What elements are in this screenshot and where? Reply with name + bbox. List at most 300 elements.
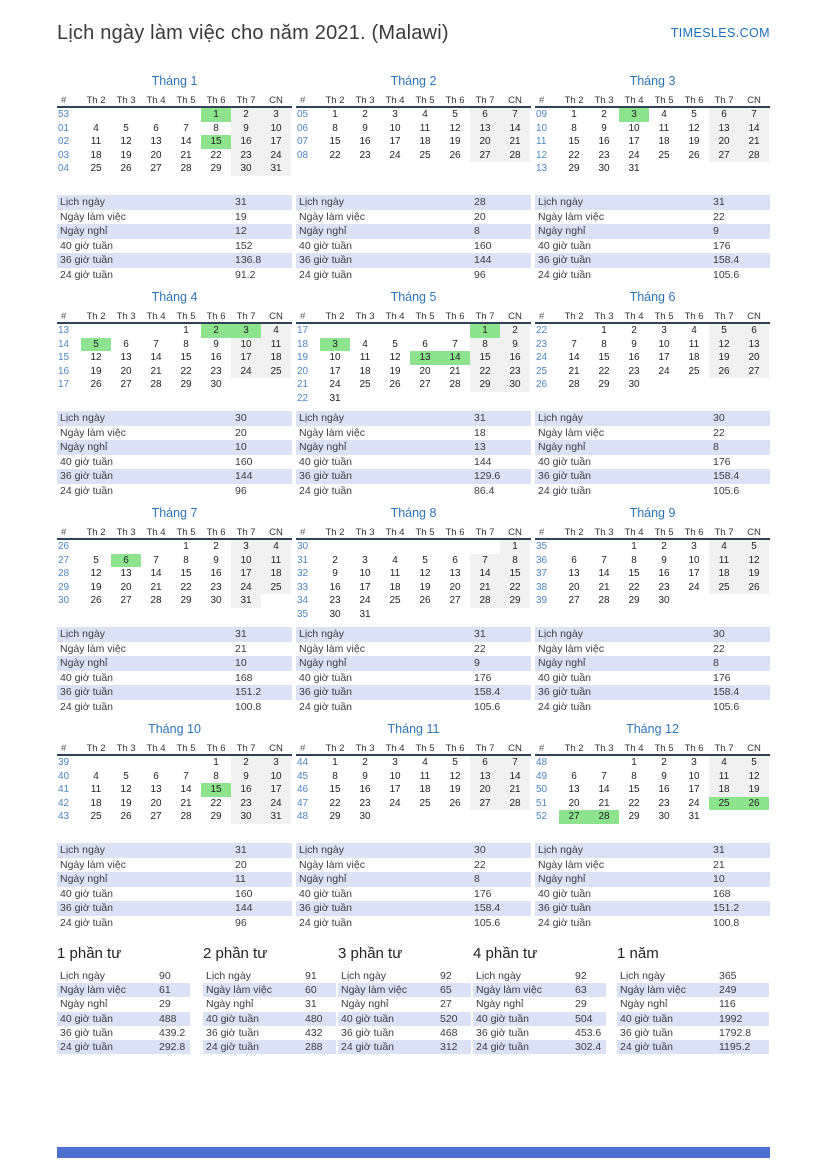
week-number: 18 (297, 338, 309, 350)
stat-row (57, 916, 292, 931)
day-cell: 4 (661, 109, 667, 120)
day-header: CN (269, 310, 283, 322)
day-cell: 24 (261, 149, 291, 163)
calendar-week-row (535, 540, 770, 554)
week-number: 01 (58, 122, 70, 134)
summary-stat-value: 302.4 (575, 1041, 602, 1054)
summary-stat-row (473, 997, 606, 1011)
day-cell: 8 (213, 770, 219, 782)
day-cell: 24 (688, 581, 700, 593)
summary-stat-row (617, 1040, 769, 1054)
day-cell: 21 (568, 365, 580, 377)
stat-label: Ngày làm việc (60, 210, 126, 223)
stat-row (296, 239, 531, 254)
week-number: 48 (536, 757, 548, 769)
day-cell: 27 (120, 379, 132, 390)
month-stats (535, 411, 770, 498)
stat-value: 105.6 (713, 700, 740, 713)
empty-day-cell (709, 378, 739, 392)
stat-value: 105.6 (713, 268, 740, 281)
calendar-week-row (57, 797, 292, 811)
week-number: 40 (58, 770, 70, 782)
stat-label: 24 giờ tuần (60, 916, 114, 929)
day-header: CN (269, 526, 283, 538)
week-number: 33 (297, 581, 309, 593)
month-block (296, 504, 531, 720)
day-cell: 29 (180, 379, 192, 390)
day-cell: 2 (601, 109, 607, 120)
month-block (296, 720, 531, 936)
week-number: 35 (297, 608, 309, 620)
summary-stat-value: 92 (440, 970, 452, 983)
day-cell: 14 (598, 784, 610, 795)
summary-stat-value: 468 (440, 1026, 458, 1039)
calendar-week-row (57, 149, 292, 163)
stat-row (296, 455, 531, 470)
day-cell: 19 (419, 581, 431, 593)
summary-stat-label: 24 giờ tuần (476, 1041, 530, 1054)
month-block (296, 72, 531, 288)
empty-day-cell (470, 608, 500, 622)
summary-stat-row (203, 1012, 336, 1026)
stat-value: 22 (474, 642, 486, 655)
stat-row (535, 440, 770, 455)
site-link[interactable]: TIMESLES.COM (670, 26, 770, 40)
stat-label: 40 giờ tuần (299, 455, 353, 468)
day-header: Th 7 (714, 94, 734, 106)
day-cell: 7 (153, 554, 159, 566)
stat-value: 158.4 (713, 254, 740, 267)
summary-stat-row (617, 969, 769, 983)
day-cell: 18 (688, 352, 700, 363)
day-cell: 21 (598, 797, 610, 809)
day-cell: 4 (422, 757, 428, 768)
summary-stat-row (338, 1012, 471, 1026)
summary-stat-row (338, 1040, 471, 1054)
day-cell: 25 (688, 365, 700, 377)
day-cell: 12 (739, 770, 769, 784)
stat-value: 96 (235, 484, 247, 497)
stat-value: 30 (713, 628, 725, 641)
stat-row (57, 671, 292, 686)
week-number: 30 (297, 541, 309, 553)
day-header: CN (747, 94, 761, 106)
week-number: 14 (58, 338, 70, 350)
stat-value: 105.6 (474, 700, 501, 713)
stat-row (535, 916, 770, 931)
day-cell: 23 (329, 595, 341, 606)
calendar-header-row (57, 526, 292, 540)
day-cell: 8 (183, 554, 189, 566)
stat-row (535, 901, 770, 916)
week-number: 29 (58, 581, 70, 593)
day-header: Th 3 (116, 94, 136, 106)
week-number: 44 (297, 757, 309, 769)
calendar-week-row (296, 608, 531, 622)
day-header: Th 6 (684, 526, 704, 538)
day-header: Th 5 (654, 742, 674, 754)
stat-value: 129.6 (474, 470, 501, 483)
calendar-week-row (296, 783, 531, 797)
calendar-header-row (296, 94, 531, 108)
stat-label: Lịch ngày (538, 412, 583, 425)
day-cell: 21 (150, 365, 162, 377)
stat-value: 31 (713, 196, 725, 209)
day-header: Th 2 (325, 94, 345, 106)
day-cell: 24 (688, 797, 700, 809)
day-cell: 2 (362, 109, 368, 120)
day-cell: 19 (90, 365, 102, 377)
day-cell: 25 (419, 797, 431, 809)
summary-stat-value: 27 (440, 998, 452, 1011)
day-cell: 29 (568, 163, 580, 174)
day-header: Th 2 (86, 526, 106, 538)
day-header: Th 5 (654, 310, 674, 322)
day-cell-highlighted: 3 (320, 338, 350, 352)
day-cell: 30 (658, 595, 670, 606)
day-cell: 16 (210, 568, 222, 579)
stat-label: Ngày làm việc (538, 426, 604, 439)
summary-stat-label: 24 giờ tuần (620, 1041, 674, 1054)
day-cell: 11 (90, 784, 102, 795)
day-cell: 28 (739, 149, 769, 163)
day-cell: 25 (359, 379, 371, 390)
day-cell: 24 (389, 797, 401, 809)
stat-value: 152 (235, 239, 253, 252)
empty-day-cell (81, 540, 111, 554)
day-cell: 16 (658, 568, 670, 579)
day-header: Th 3 (594, 310, 614, 322)
calendar-week-row (296, 581, 531, 595)
stat-value: 22 (474, 858, 486, 871)
day-header: CN (269, 742, 283, 754)
day-header: Th 4 (146, 526, 166, 538)
summary-stat-label: Lịch ngày (620, 970, 665, 983)
stat-row (57, 224, 292, 239)
stat-value: 30 (474, 844, 486, 857)
day-header: Th 5 (176, 742, 196, 754)
stat-value: 10 (235, 657, 247, 670)
day-cell: 7 (470, 554, 500, 568)
empty-day-cell (350, 540, 380, 554)
day-cell: 24 (231, 365, 261, 379)
day-cell: 10 (231, 554, 261, 568)
day-cell: 15 (470, 351, 500, 365)
empty-day-cell (350, 392, 380, 406)
stat-row (296, 700, 531, 715)
day-cell: 18 (658, 136, 670, 147)
summary-stat-value: 1195.2 (719, 1041, 751, 1054)
stat-row (57, 210, 292, 225)
day-cell-highlighted: 13 (410, 351, 440, 365)
day-cell: 12 (709, 338, 739, 352)
day-cell: 17 (261, 783, 291, 797)
page-title: Lịch ngày làm việc cho năm 2021. (Malawi) (57, 22, 449, 44)
day-cell-highlighted: 28 (589, 810, 619, 824)
day-cell: 20 (709, 135, 739, 149)
day-cell: 21 (739, 135, 769, 149)
stat-value: 20 (235, 426, 247, 439)
day-cell: 15 (329, 136, 341, 147)
week-number: 22 (297, 392, 309, 404)
empty-day-cell (171, 756, 201, 770)
day-cell: 21 (500, 783, 530, 797)
stat-row (535, 642, 770, 657)
day-cell-highlighted: 3 (619, 108, 649, 122)
day-cell: 10 (628, 122, 640, 134)
calendar-week-row (296, 108, 531, 122)
week-number: 37 (536, 568, 548, 580)
stat-label: Ngày làm việc (60, 858, 126, 871)
empty-day-cell (380, 392, 410, 406)
week-number: 30 (58, 595, 70, 607)
day-cell: 21 (150, 581, 162, 593)
day-cell: 24 (658, 365, 670, 377)
stat-label: 36 giờ tuần (538, 254, 592, 267)
week-number: 39 (536, 595, 548, 607)
day-header: Th 5 (176, 310, 196, 322)
week-number: 49 (536, 770, 548, 782)
stat-row (296, 268, 531, 283)
calendar-week-row (535, 770, 770, 784)
day-cell: 12 (90, 352, 102, 363)
empty-day-cell (500, 608, 530, 622)
day-cell: 8 (631, 770, 637, 782)
day-cell: 30 (598, 163, 610, 174)
week-col-header: # (539, 526, 545, 538)
stat-label: Ngày làm việc (299, 858, 365, 871)
day-cell: 4 (709, 540, 739, 554)
empty-day-cell (171, 108, 201, 122)
stat-row (57, 901, 292, 916)
day-cell: 17 (329, 365, 341, 377)
day-cell: 7 (739, 108, 769, 122)
stat-label: 24 giờ tuần (299, 484, 353, 497)
stat-label: 40 giờ tuần (299, 887, 353, 900)
day-header: Th 2 (86, 310, 106, 322)
stat-value: 151.2 (713, 902, 740, 915)
summary-block (338, 946, 471, 1054)
day-cell: 19 (739, 567, 769, 581)
day-cell: 5 (739, 540, 769, 554)
empty-day-cell (589, 756, 619, 770)
stat-row (296, 872, 531, 887)
empty-day-cell (141, 756, 171, 770)
day-cell: 13 (470, 770, 500, 784)
summary-stat-value: 1992 (719, 1012, 743, 1025)
month-stats (57, 411, 292, 498)
stat-value: 31 (235, 196, 247, 209)
summary-stat-label: Ngày nghỉ (206, 998, 254, 1011)
summary-stat-value: 63 (575, 984, 587, 997)
stat-label: Ngày nghỉ (538, 441, 586, 454)
day-cell: 23 (628, 365, 640, 377)
stat-value: 8 (474, 873, 480, 886)
month-calendar (57, 94, 292, 176)
stat-label: 40 giờ tuần (299, 239, 353, 252)
day-cell: 10 (389, 770, 401, 782)
day-cell: 26 (739, 581, 769, 595)
day-header: Th 5 (654, 526, 674, 538)
stat-label: Ngày làm việc (299, 426, 365, 439)
stat-label: 36 giờ tuần (299, 902, 353, 915)
stat-label: 40 giờ tuần (299, 671, 353, 684)
empty-day-cell (500, 392, 530, 406)
summary-stat-row (57, 1012, 190, 1026)
stat-value: 158.4 (713, 686, 740, 699)
calendar-week-row (296, 365, 531, 379)
day-cell: 13 (709, 122, 739, 136)
day-cell: 23 (231, 797, 261, 811)
stat-row (57, 440, 292, 455)
stat-label: 36 giờ tuần (538, 686, 592, 699)
summary-stat-row (203, 969, 336, 983)
day-cell: 7 (500, 108, 530, 122)
calendar-header-row (535, 742, 770, 756)
day-cell: 22 (180, 365, 192, 377)
empty-day-cell (231, 378, 261, 392)
day-cell: 30 (628, 379, 640, 390)
stat-label: Ngày nghỉ (538, 873, 586, 886)
day-cell: 1 (332, 109, 338, 120)
stat-label: 36 giờ tuần (299, 686, 353, 699)
day-cell-highlighted: 27 (559, 810, 589, 824)
day-cell: 29 (500, 594, 530, 608)
empty-day-cell (589, 540, 619, 554)
week-col-header: # (61, 526, 67, 538)
stat-value: 20 (235, 858, 247, 871)
week-number: 21 (297, 379, 309, 391)
summary-stat-label: 40 giờ tuần (476, 1012, 530, 1025)
stat-value: 96 (235, 916, 247, 929)
day-header: Th 7 (236, 526, 256, 538)
stat-label: 24 giờ tuần (299, 268, 353, 281)
summary-stat-label: 36 giờ tuần (341, 1026, 395, 1039)
summary-stat-row (473, 969, 606, 983)
calendar-week-row (296, 378, 531, 392)
stat-row (57, 656, 292, 671)
day-cell: 8 (183, 338, 189, 350)
day-cell: 1 (183, 541, 189, 552)
day-cell: 11 (359, 352, 371, 363)
week-col-header: # (61, 742, 67, 754)
calendar-week-row (535, 378, 770, 392)
day-header: Th 6 (445, 94, 465, 106)
week-number: 22 (536, 325, 548, 337)
day-cell: 12 (449, 770, 461, 782)
day-cell: 25 (90, 811, 102, 822)
summary-block (57, 946, 190, 1054)
day-cell: 4 (93, 122, 99, 134)
day-cell-highlighted: 1 (201, 108, 231, 122)
day-cell: 9 (362, 122, 368, 134)
stat-label: 36 giờ tuần (538, 470, 592, 483)
stat-label: Ngày nghỉ (299, 873, 347, 886)
summary-stat-value: 488 (159, 1012, 177, 1025)
day-header: Th 4 (385, 94, 405, 106)
stat-row (296, 916, 531, 931)
day-cell: 24 (628, 149, 640, 161)
month-calendar (535, 310, 770, 392)
summary-stat-label: 40 giờ tuần (620, 1012, 674, 1025)
day-cell: 23 (500, 365, 530, 379)
day-cell: 19 (688, 136, 700, 147)
stat-value: 100.8 (235, 700, 262, 713)
day-header: Th 3 (594, 94, 614, 106)
empty-day-cell (380, 608, 410, 622)
empty-day-cell (81, 324, 111, 338)
day-cell: 2 (332, 554, 338, 566)
empty-day-cell (470, 540, 500, 554)
stat-label: Lịch ngày (299, 844, 344, 857)
day-cell: 24 (359, 595, 371, 606)
stat-label: 36 giờ tuần (538, 902, 592, 915)
day-cell: 29 (210, 811, 222, 822)
empty-day-cell (141, 324, 171, 338)
stat-row (296, 224, 531, 239)
day-cell: 1 (500, 540, 530, 554)
day-cell: 4 (422, 109, 428, 120)
calendar-header-row (296, 310, 531, 324)
day-cell: 22 (180, 581, 192, 593)
day-cell: 14 (739, 122, 769, 136)
day-cell: 3 (661, 325, 667, 336)
day-cell: 5 (123, 122, 129, 134)
day-header: Th 6 (445, 526, 465, 538)
summary-stat-value: 249 (719, 984, 737, 997)
month-title: Tháng 3 (629, 74, 676, 88)
summary-stat-label: Lịch ngày (341, 970, 386, 983)
day-cell: 22 (598, 365, 610, 377)
day-cell: 7 (153, 338, 159, 350)
day-cell: 12 (449, 122, 461, 134)
day-cell: 20 (150, 149, 162, 161)
week-number: 32 (297, 568, 309, 580)
day-cell: 17 (658, 352, 670, 363)
calendar-week-row (296, 135, 531, 149)
day-cell: 6 (571, 554, 577, 566)
week-number: 26 (536, 379, 548, 391)
day-header: Th 6 (445, 742, 465, 754)
summary-stat-label: 36 giờ tuần (206, 1026, 260, 1039)
day-cell: 8 (601, 338, 607, 350)
day-header: CN (747, 526, 761, 538)
calendar-week-row (296, 594, 531, 608)
day-cell: 9 (661, 554, 667, 566)
day-cell: 25 (419, 149, 431, 161)
day-cell: 25 (658, 149, 670, 161)
day-header: Th 2 (564, 94, 584, 106)
stat-row (296, 656, 531, 671)
month-title: Tháng 6 (629, 290, 676, 304)
day-header: Th 7 (475, 94, 495, 106)
stat-label: 24 giờ tuần (299, 916, 353, 929)
day-cell: 26 (389, 379, 401, 390)
day-cell: 22 (210, 149, 222, 161)
day-cell: 25 (709, 581, 739, 595)
calendar-week-row (296, 756, 531, 770)
day-cell: 3 (392, 757, 398, 768)
day-cell: 18 (261, 567, 291, 581)
stat-row (535, 656, 770, 671)
calendar-week-row (535, 594, 770, 608)
calendar-week-row (57, 162, 292, 176)
stat-value: 105.6 (474, 916, 501, 929)
summary-title: 1 năm (617, 945, 659, 962)
day-cell: 9 (231, 122, 261, 136)
stat-row (535, 484, 770, 499)
stat-value: 160 (474, 239, 492, 252)
